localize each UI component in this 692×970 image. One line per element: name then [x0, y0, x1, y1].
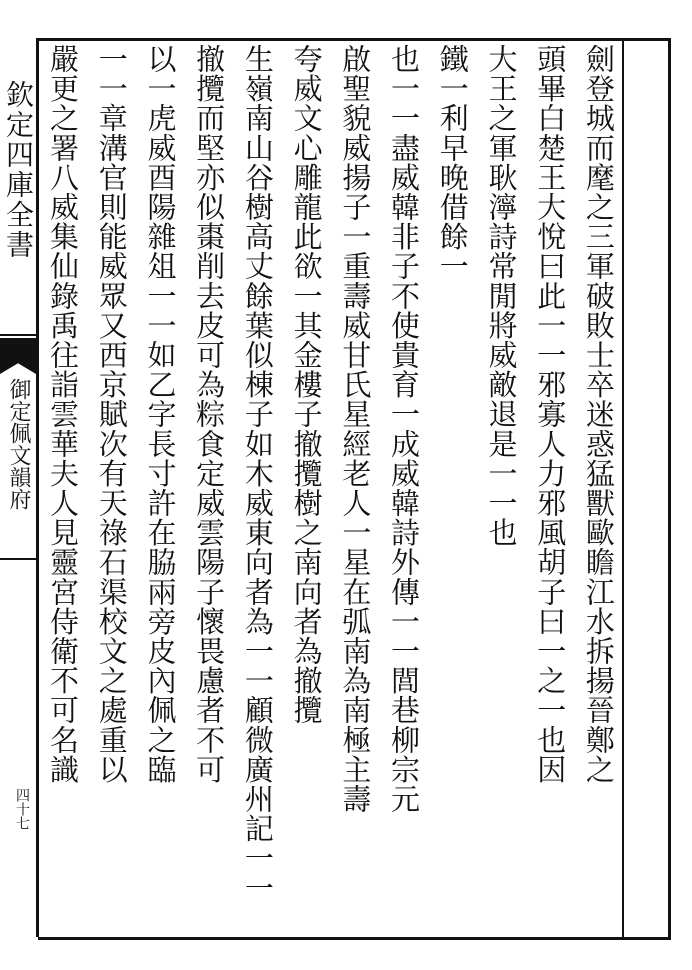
- book-spine: [0, 38, 39, 937]
- text-column: 啟聖貌威揚子一重壽威甘氏星經老人一星在弧南為南極主壽: [338, 44, 373, 814]
- text-column: 鐵一利早晚借餘一: [435, 44, 470, 281]
- text-column: 嚴更之署八威集仙錄禹往詣雲華夫人見靈宮侍衛不可名識: [46, 44, 80, 784]
- text-column: 生嶺南山谷樹高丈餘葉似棟子如木威東向者為一一顧微廣州記一一: [240, 44, 275, 903]
- spine-book-title: 御定佩文韻府: [6, 378, 31, 510]
- spine-header: 欽定四庫全書: [2, 80, 35, 260]
- text-column: 撤攬而堅亦似棗削去皮可為粽食定威雲陽子懷畏慮者不可: [192, 44, 227, 784]
- text-column: 也一一盡威韓非子不使貴育一成威韓詩外傳一一閭巷柳宗元: [387, 44, 422, 814]
- fish-tail-mark: [0, 338, 36, 374]
- text-column: 大王之軍耿濘詩常閒將威敵退是一一也: [484, 44, 519, 548]
- text-column: 劍登城而麾之三軍破敗士卒迷惑猛獸歐瞻江水拆揚晉鄭之: [581, 44, 616, 784]
- text-column: 以一虎威酉陽雜俎一一如乙字長寸許在脇兩旁皮內佩之臨: [143, 44, 178, 784]
- folio-number: 四十七: [14, 788, 30, 830]
- text-column: 一一章溝官則能威眾又西京賦次有天祿石渠校文之處重以: [94, 44, 129, 784]
- text-column: 頭畢白楚王大悅曰此一一邪寡人力邪風胡子曰一之一也因: [533, 44, 568, 784]
- spine-divider: [0, 334, 36, 336]
- spine-divider: [0, 558, 36, 560]
- text-columns: [42, 44, 620, 932]
- text-column: 夸威文心雕龍此欲一其金樓子撤攬樹之南向者為撤攬: [289, 44, 324, 725]
- frame-inner-rule: [622, 38, 624, 937]
